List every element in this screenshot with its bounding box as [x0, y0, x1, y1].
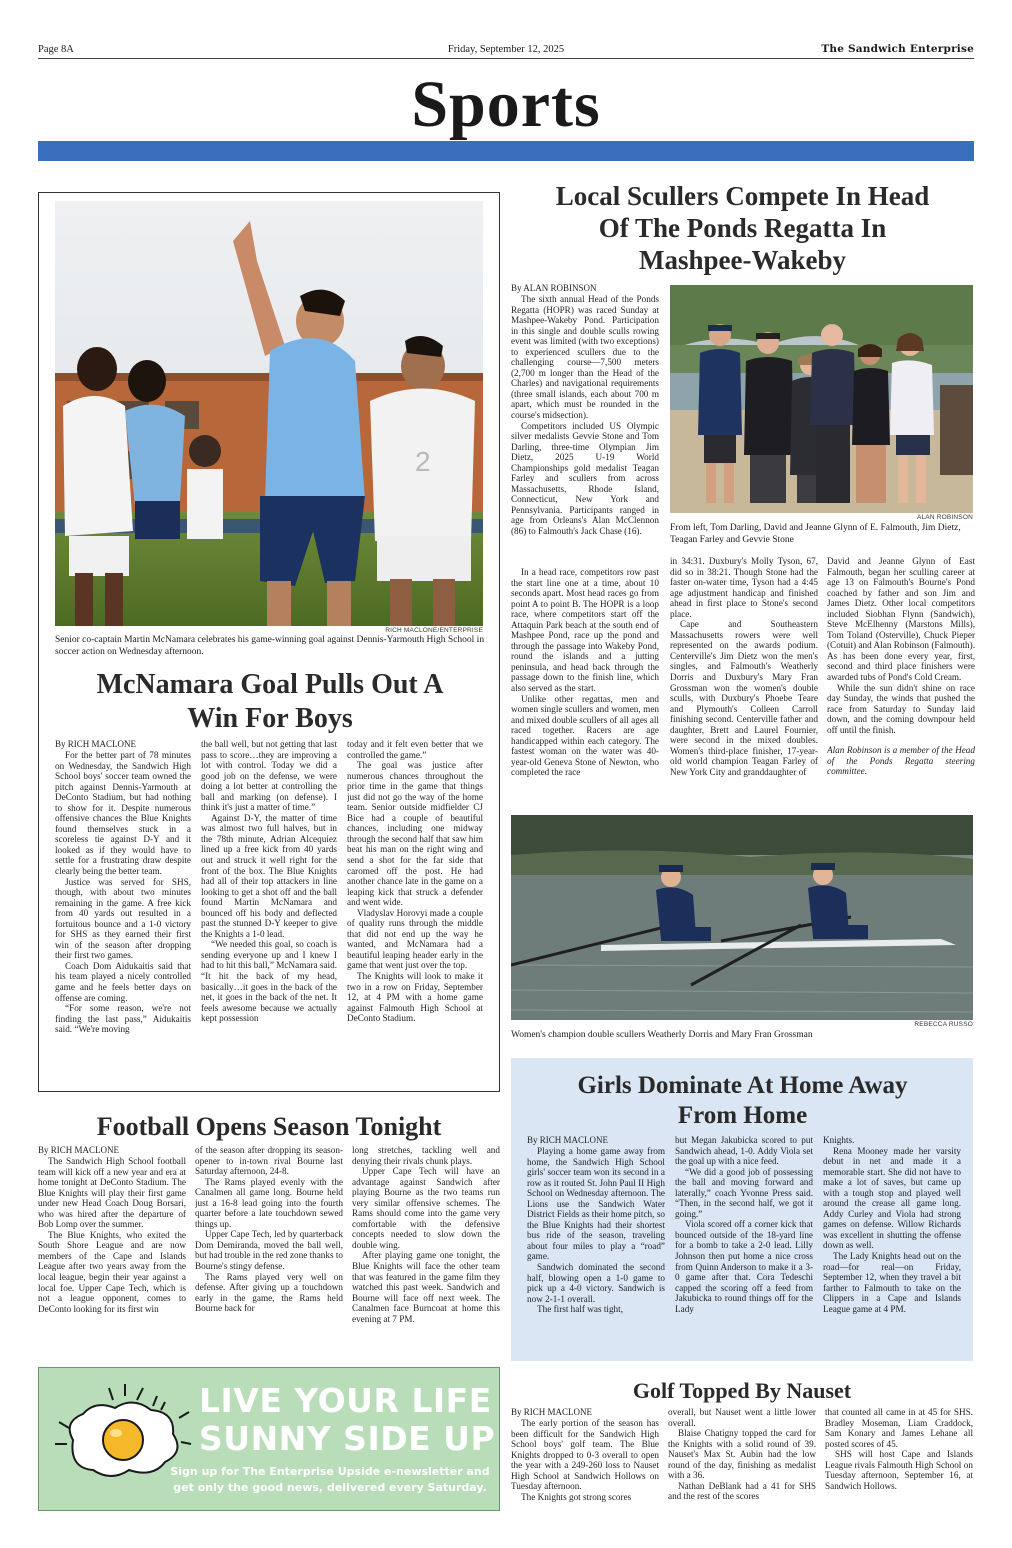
soccer-col2-p3: “We needed this goal, so coach is sending everyone up and I knew I had to hit this ball,” McNamara said. “It hit the back of my head, basically…it goes in the back of the net, it goes in the back of the net. It feels awesome because we actually kept possession: [201, 939, 337, 1024]
girls-col1-p1: Playing a home game away from home, the Sandwich High School girls' soccer team won its second in a row as it routed St. John Paul II High School on Wednesday afternoon. The Lions use the Sandwich Water District Fields as their home pitch, so the Blue Knights had their shortest bus ride of the season, traveling about four miles to play a “road” game.: [527, 1146, 665, 1262]
soccer-col-2: [201, 739, 337, 1077]
golf-col-1: [511, 1418, 659, 1516]
ad-sub-2: get only the good news, delivered every Saturday.: [173, 1481, 487, 1494]
upside-newsletter-ad[interactable]: [38, 1367, 500, 1511]
regatta-col2-p2: Cape and Southeastern Massachusetts rowers were well represented on the awards podium. Centerville's Jim Dietz won the men's singles, and Falmouth's Weatherly Dorris and Duxbury's Mary Fran Grossman won the women's double sculls, with Duxbury's Phoebe Teare and Plymouth's Colleen Carroll finishing second. Centerville father and daughter, Brett and Laurel Fournier, were second in the mixed doubles. Women's third-place finisher, 17-year-old world champion Teagan Farley of New York City and granddaughter of: [670, 619, 818, 777]
ad-subtext: [165, 1464, 495, 1496]
girls-col-3: [823, 1135, 961, 1351]
girls-col1-p2: Sandwich dominated the second half, blowing open a 1-0 game to pick up a 4-0 victory. Sandwich is now 2-1-1 overall.: [527, 1262, 665, 1304]
girls-col2-p3: Viola scored off a corner kick that bounced outside of the 18-yard line for a bomb to take a 2-0 lead. Lilly Johnson then put home a nice cross from Quinn Anderson to make it a 3-0 game after that. Cora Tedeschi capped the scoring off a feed from Jakubicka to round things off for the Lady: [675, 1219, 813, 1314]
golf-col3-p2: SHS will host Cape and Islands League rivals Falmouth High School on Tuesday afternoon, September 16, at Sandwich Hollows.: [825, 1449, 973, 1491]
golf-col2-p1: overall, but Nauset went a little lower overall.: [668, 1407, 816, 1428]
regatta-col-2: [670, 556, 818, 810]
regatta-headline: Local Scullers Compete In Head Of The Ponds Regatta In Mashpee-Wakeby: [555, 181, 930, 275]
golf-col-3: [825, 1407, 973, 1516]
soccer-col2-p1: the ball well, but not getting that last pass to score…they are improving a lot with control. Today we did a good job on the defense, we were doing a lot better at controlling the ball and marking (on defense). I think it's just a matter of time.”: [201, 739, 337, 813]
ad-sub-1: Sign up for The Enterprise Upside e-newsletter and: [170, 1465, 490, 1478]
football-col1-p1: The Sandwich High School football team will kick off a new year and era at home tonight at DeConto Stadium. The Blue Knights will play their first game under new Head Coach Doug Borsari, who was hired after the departure of Bob Lomp over the summer.: [38, 1156, 186, 1230]
soccer-col1-p1: For the better part of 78 minutes on Wednesday, the Sandwich High School boys' soccer team owned the pitch against Dennis-Yarmouth at DeConto Stadium, but had nothing to show for it. Despite numerous offensive chances the Blue Knights found themselves stuck in a scoreless tie against D-Y and it looked as if they would have to settle for a frustrating draw despite clearly being the better team.: [55, 750, 191, 877]
soccer-col1-p2: Justice was served for SHS, though, with about two minutes remaining in the game. A free kick from 40 yards out resulted in a fortuitous bounce and a 1-0 victory for SHS as they earned their first win of the season after dropping their first two games.: [55, 876, 191, 961]
ad-line-2: SUNNY SIDE UP: [199, 1419, 496, 1458]
football-col3-p2: Upper Cape Tech will have an advantage against Sandwich after playing Bourne as the two teams run very similar offensive schemes. The Rams should come into the game very comfortable with the defensive concepts needed to slow down the double wing.: [352, 1166, 500, 1250]
masthead: The Sandwich Enterprise: [821, 43, 974, 55]
football-col3-p1: long stretches, tackling well and denying their rivals chunk plays.: [352, 1145, 500, 1166]
soccer-photo-credit: RICH MACLONE/ENTERPRISE: [385, 627, 483, 634]
regatta-photo1-credit: ALAN ROBINSON: [916, 514, 973, 521]
golf-col1-p1: The early portion of the season has been difficult for the Sandwich High School boys' golf team. The Blue Knights dropped to 0-3 overall to open the year with a 249-260 loss to Nauset High School at Sandwich Hollows on Tuesday afternoon.: [511, 1418, 659, 1492]
page-number: Page 8A: [38, 44, 74, 55]
regatta-intro-p1: The sixth annual Head of the Ponds Regatta (HOPR) was raced Sunday at Mashpee-Wakeby Pond. Participation in this single and double sculls rowing event was limited (with two exceptions) to experienced scullers due to the challenging course—7,500 meters (2,700 m longer than the Head of the Charles) and navigational requirements (three small islands, each about 700 m apart, which must be rounded in the course's midsection).: [511, 294, 659, 421]
header-rule: [38, 58, 974, 59]
football-col-1: [38, 1156, 186, 1356]
regatta-photo2-credit: REBECCA RUSSO: [914, 1021, 973, 1028]
soccer-col-1: [55, 750, 191, 1077]
football-headline: Football Opens Season Tonight: [96, 1112, 442, 1141]
girls-byline: By RICH MACLONE: [527, 1135, 609, 1145]
regatta-intro-p2: Competitors included US Olympic silver medalists Gevvie Stone and Tom Darling, three-time Olympian Jim Dietz, 2025 U-19 World Championships gold medalist Teagan Farley and scullers from across Massachusetts, Rhode Island, Connecticut, New York and Pennsylvania. Participants ranged in age from Orleans's Alan McClennon (86) to Falmouth's Jack Chase (16).: [511, 420, 659, 537]
girls-col-2: [675, 1135, 813, 1351]
soccer-col1-p3: Coach Dom Aidukaitis said that his team played a nicely controlled game and he feels better days on offense are coming.: [55, 960, 191, 1003]
section-bar: [38, 141, 974, 161]
regatta-col1-p2: Unlike other regattas, men and women single scullers and women, men and mixed double scullers of all ages all raced together. Racers are age handicapped within each category. The fastest woman on the water was 40-year-old Geneva Stone of Newton, who completed the race: [511, 693, 659, 778]
soccer-col3-p3: Vladyslav Horovyi made a couple of quality runs through the middle that did not end up the way he wanted, and McNamara had a beautiful leaping header early in the game that went just over the top.: [347, 907, 483, 971]
soccer-col2-p2: Against D-Y, the matter of time was almost two full halves, but in the 78th minute, Adrian Alcequiez lined up a free kick from 40 yards out and struck it well right for the front of the box. The Blue Knights had all of their top attackers in line looking to get a shot off and the ball found Martin McNamara and bounced off his body and deflected past the stunned D-Y keeper to give the Knights a 1-0 lead.: [201, 812, 337, 939]
regatta-col3-p1: David and Jeanne Glynn of East Falmouth, began her sculling career at age 13 on Falmouth's Bourne's Pond coached by father and son Jim and James Dietz. Other local competitors included Siobhan Flynn (Sandwich), Steve McElhenny (Marstons Mills), Tom Toland (Osterville), Chuck Pieper (Cotuit) and Alan Robinson (Falmouth). As has been done every year, first, second and third place finishers were awarded tubs of Pond's Cold Cream.: [827, 556, 975, 683]
soccer-col3-p2: The goal was justice after numerous chances throughout the prior time in the game that things just did not go the way of the home team. Senior outside midfielder CJ Bice had a couple of beautiful chances, including one midway through the second half that saw him beat his man on the right wing and send a shot for the far side that caromed off the post. He had another chance late in the game on a leaping kick that struck a defender and went wide.: [347, 760, 483, 908]
girls-col3-p3: The Lady Knights head out on the road—for real—on Friday, September 12, when they travel a bit farther to Falmouth to take on the Clippers in a Cape and Islands League game at 4 PM.: [823, 1251, 961, 1314]
football-col2-p4: The Rams played very well on defense. After giving up a touchdown early in the game, the Rams held Bourne back for: [195, 1271, 343, 1314]
regatta-col1-p1: In a head race, competitors row past the start line one at a time, about 10 seconds apart. Most head races go from point A to point B. The HOPR is a loop race, where competitors start off the Attaquin Park beach at the south end of Mashpee Pond, race up the pond and through the passage into Wakeby Pond, round the islands and a jutting peninsula, and head back through the passage down to the finish line, which also served as the start.: [511, 567, 659, 694]
regatta-note: Alan Robinson is a member of the Head of the Ponds Regatta steering committee.: [827, 745, 975, 777]
section-title: Sports: [411, 68, 601, 141]
football-col1-p2: The Blue Knights, who exited the South Shore League and are now members of the Cape and Islands League after two years away from the local league, begin their year against a local foe. Upper Cape Tech, which is not a league opponent, comes to DeConto looking for its first win: [38, 1229, 186, 1314]
soccer-photo: [55, 201, 483, 626]
girls-col3-p2: Rena Mooney made her varsity debut in net and made it a memorable start. She did not have to make a lot of saves, but came up with a tough stop and played well around the crease all game long. Addy Curley and Viola had strong games on defense. Willow Richards was excellent in shutting the offense down as well.: [823, 1145, 961, 1251]
golf-col1-p2: The Knights got strong scores: [521, 1491, 632, 1502]
ad-line-1: LIVE YOUR LIFE: [199, 1381, 492, 1420]
girls-col2-p2: “We did a good job of possessing the ball and moving forward and laterally,” coach Yvonne Press said. “Then, in the second half, we got it going.”: [675, 1166, 813, 1219]
girls-col2-p1: but Megan Jakubicka scored to put Sandwich ahead, 1-0. Addy Viola set the goal up with a nice feed.: [675, 1135, 813, 1167]
soccer-col3-p4: The Knights will look to make it two in a row on Friday, September 12, at 4 PM with a home game against Falmouth High School at DeConto Stadium.: [347, 971, 483, 1024]
football-col2-p3: Upper Cape Tech, led by quarterback Dom Demiranda, moved the ball well, but had trouble in the red zone thanks to Bourne's stingy defense.: [195, 1229, 343, 1272]
regatta-group-photo: [670, 285, 973, 513]
regatta-rowing-photo: [511, 815, 973, 1020]
regatta-intro: [511, 294, 659, 566]
soccer-headline: McNamara Goal Pulls Out A Win For Boys: [96, 669, 444, 734]
golf-col-2: [668, 1407, 816, 1516]
football-byline: By RICH MACLONE: [38, 1145, 120, 1155]
football-col-3: [352, 1145, 500, 1356]
regatta-col-3: [827, 556, 975, 810]
girls-headline: Girls Dominate At Home Away From Home: [577, 1072, 908, 1129]
issue-date: Friday, September 12, 2025: [447, 44, 565, 55]
golf-col2-p3: Nathan DeBlank had a 41 for SHS and the rest of the scores: [668, 1480, 816, 1502]
soccer-col3-p1: today and it felt even better that we controlled the game.”: [347, 739, 483, 760]
golf-byline: By RICH MACLONE: [511, 1407, 593, 1417]
football-col2-p1: of the season after dropping its season-opener to in-town rival Bourne last Saturday afternoon, 24-8.: [195, 1145, 343, 1177]
golf-headline: Golf Topped By Nauset: [632, 1378, 852, 1403]
football-col2-p2: The Rams played evenly with the Canalmen all game long. Bourne held just a 16-8 lead going into the fourth quarter before a late touchdown sewed things up.: [195, 1176, 343, 1229]
regatta-photo2-caption: Women's champion double scullers Weatherly Dorris and Mary Fran Grossman: [511, 1030, 813, 1040]
soccer-col-3: [347, 739, 483, 1077]
regatta-photo1-caption: From left, Tom Darling, David and Jeanne Glynn of E. Falmouth, Jim Dietz, Teagan Farley and Gevvie Stone: [670, 523, 961, 545]
football-col-2: [195, 1145, 343, 1356]
golf-col3-p1: that counted all came in at 45 for SHS. Bradley Moseman, Liam Craddock, Sam Konary and James Lehane all posted scores of 45.: [825, 1407, 973, 1449]
regatta-byline: By ALAN ROBINSON: [511, 283, 597, 293]
regatta-col-1: [511, 567, 659, 810]
regatta-col2-p1: in 34:31. Duxbury's Molly Tyson, 67, did so in 38:21. Though Stone had the faster on-water time, Tyson had a 4:45 age adjustment handicap and finished ahead in first place to Stone's second place.: [670, 556, 818, 619]
football-col3-p3: After playing game one tonight, the Blue Knights will face the other team that was featured in the game film they watched this past week. Sandwich and Bourne will face off next week. The Canalmen face Burncoat at home this evening at 7 PM.: [352, 1250, 500, 1324]
golf-col2-p2: Blaise Chatigny topped the card for the Knights with a solid round of 39. Nauset's Max St. Aubin had the low round of the day, finishing as medalist with a 36.: [668, 1428, 816, 1481]
ad-headline: [199, 1382, 499, 1458]
soccer-byline: By RICH MACLONE: [55, 739, 137, 749]
soccer-col1-p4: “For some reason, we're not finding the last pass,” Aidukaitis said. “We're moving: [55, 1003, 191, 1035]
svg-text:2: 2: [415, 446, 431, 477]
soccer-photo-caption: Senior co-captain Martin McNamara celebrates his game-winning goal against Dennis-Yarmouth High School in soccer action on Wednesday afternoon.: [55, 635, 485, 657]
girls-col-1: [527, 1146, 665, 1351]
regatta-col3-p2: While the sun didn't shine on race day Sunday, the winds that pushed the race from Saturday to Sunday laid down, and the coming downpour held off until the finish.: [827, 682, 975, 735]
girls-col1-p3: The first half was tight,: [537, 1304, 623, 1315]
girls-col3-p1: Knights.: [823, 1135, 855, 1145]
